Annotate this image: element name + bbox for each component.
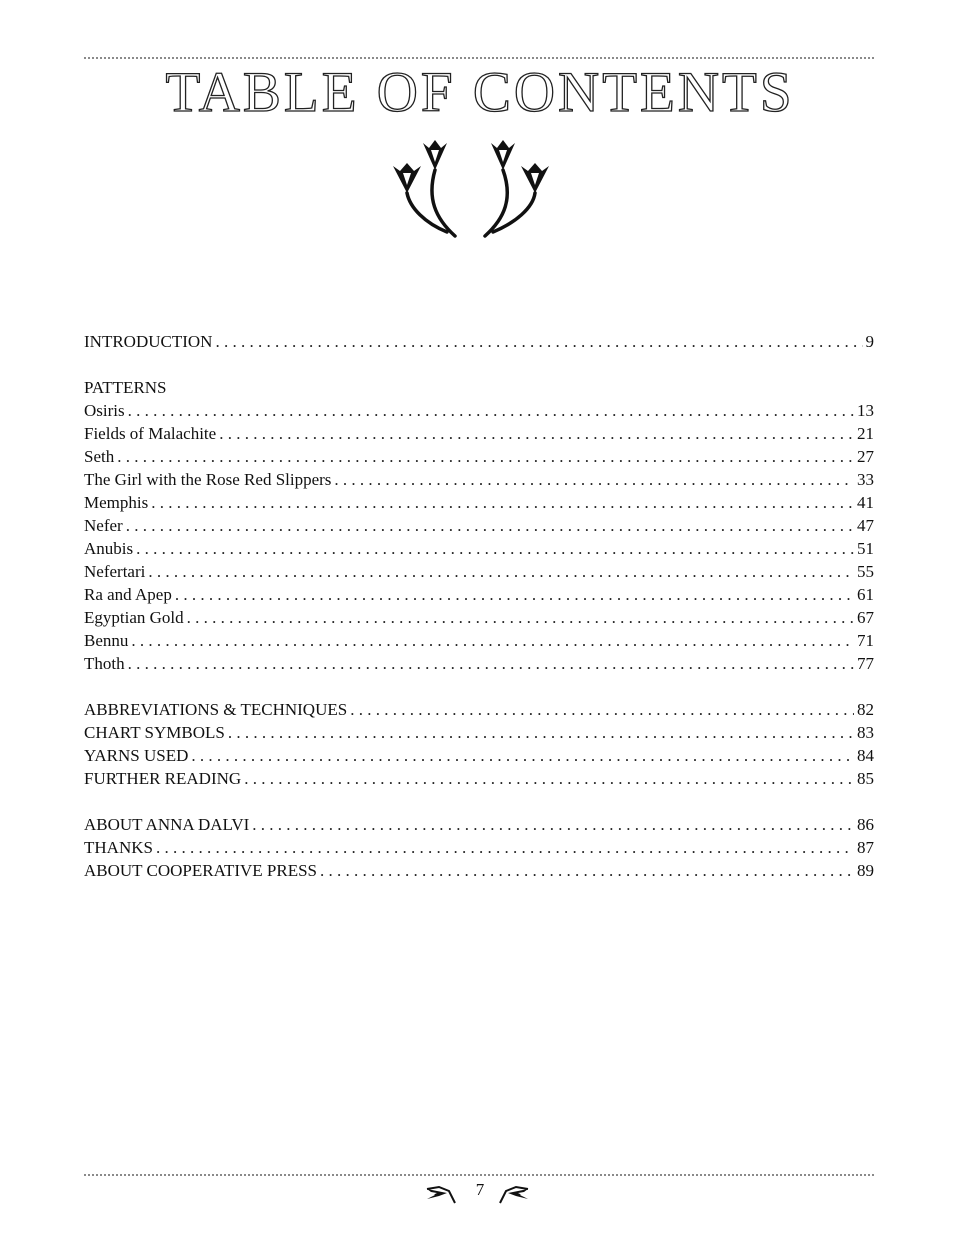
toc-entry[interactable] [84,767,874,790]
toc-entry[interactable] [84,491,874,514]
toc-entry-page: 21 [857,424,874,443]
toc-entry-label: Nefertari [84,562,146,581]
bottom-dotted-rule [84,1174,874,1176]
toc-entry-label: THANKS [84,838,153,857]
toc-entry-label: ABBREVIATIONS & TECHNIQUES [84,700,348,719]
page-number: 7 [475,1180,485,1199]
toc-entry-label: ABOUT COOPERATIVE PRESS [84,861,318,880]
toc-entry-page: 85 [857,769,874,788]
dot-leader [252,813,854,836]
toc-entry[interactable] [84,606,874,629]
toc-entry-page: 13 [857,401,874,420]
toc-entry-page: 33 [857,470,874,489]
toc-entry[interactable] [84,698,874,721]
toc-entry[interactable] [84,537,874,560]
lotus-bud-right-icon [496,1183,530,1205]
toc-entry-label: Egyptian Gold [84,608,184,627]
toc-entry-label: Bennu [84,631,129,650]
toc-entry-page: 51 [857,539,874,558]
page-title: TABLE OF CONTENTS [165,61,795,124]
toc-entry-page: 89 [857,861,874,880]
dot-leader [187,606,854,629]
toc-entry-page: 61 [857,585,874,604]
toc-entry[interactable] [84,514,874,537]
toc-entry-page: 71 [857,631,874,650]
toc-entry-label: Ra and Apep [84,585,172,604]
dot-leader [128,652,854,675]
dot-leader [215,330,862,353]
toc-entry[interactable] [84,445,874,468]
toc-entry-label: Anubis [84,539,134,558]
toc-entry-label: Seth [84,447,115,466]
toc-entry[interactable] [84,836,874,859]
toc-entry[interactable] [84,652,874,675]
dot-leader [191,744,854,767]
toc-entry-page: 84 [857,746,874,765]
toc-entry-page: 55 [857,562,874,581]
toc-entry-page: 67 [857,608,874,627]
toc-entry-introduction[interactable] [84,330,874,353]
toc-entry-label: Thoth [84,654,125,673]
dot-leader [320,859,854,882]
toc-entry-label: INTRODUCTION [84,332,213,351]
toc-entry-label: FURTHER READING [84,769,242,788]
toc-entry-page: 9 [865,332,874,351]
toc-entry-page: 41 [857,493,874,512]
toc-entry[interactable] [84,813,874,836]
page-footer [0,1180,960,1208]
dot-leader [136,537,854,560]
toc-entry-label: Nefer [84,516,123,535]
back-matter-list [84,813,874,882]
toc-entry-label: Memphis [84,493,149,512]
dot-leader [151,491,854,514]
dot-leader [350,698,854,721]
toc-entry-label: The Girl with the Rose Red Slippers [84,470,332,489]
dot-leader [156,836,854,859]
dot-leader [244,767,854,790]
toc-entry-label: ABOUT ANNA DALVI [84,815,250,834]
toc-entry[interactable] [84,560,874,583]
toc-entry[interactable] [84,629,874,652]
toc-entry-label: Osiris [84,401,125,420]
dot-leader [219,422,854,445]
section-heading-patterns: PATTERNS [84,378,167,397]
lotus-flowers-icon [385,138,555,238]
patterns-list [84,399,874,675]
dot-leader [148,560,854,583]
toc-entry-page: 87 [857,838,874,857]
dot-leader [175,583,854,606]
dot-leader [228,721,854,744]
dot-leader [128,399,854,422]
toc-entry[interactable] [84,468,874,491]
toc-entry-page: 83 [857,723,874,742]
toc-entry-page: 27 [857,447,874,466]
toc-entry-label: Fields of Malachite [84,424,217,443]
top-dotted-rule [84,57,874,59]
toc-entry[interactable] [84,583,874,606]
table-of-contents [84,330,874,882]
toc-entry[interactable] [84,859,874,882]
dot-leader [334,468,854,491]
toc-entry-page: 82 [857,700,874,719]
toc-entry[interactable] [84,744,874,767]
dot-leader [117,445,854,468]
dot-leader [126,514,854,537]
toc-entry[interactable] [84,422,874,445]
dot-leader [131,629,854,652]
toc-entry-page: 47 [857,516,874,535]
toc-entry[interactable] [84,721,874,744]
toc-entry-page: 77 [857,654,874,673]
toc-entry-label: YARNS USED [84,746,189,765]
toc-entry-page: 86 [857,815,874,834]
toc-entry-label: CHART SYMBOLS [84,723,225,742]
toc-entry[interactable] [84,399,874,422]
reference-list [84,698,874,790]
